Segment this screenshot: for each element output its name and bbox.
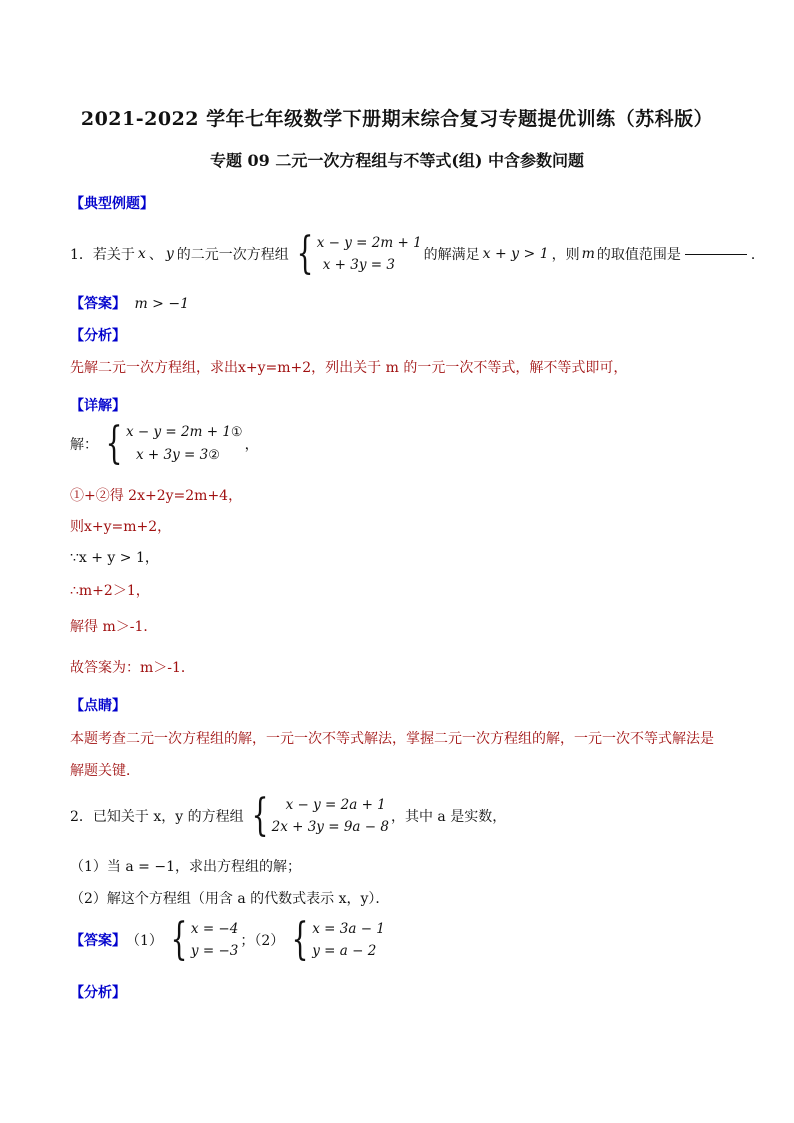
q1-answer-value: m > −1 bbox=[134, 296, 189, 312]
q2-answer-separator: ；（2） bbox=[240, 933, 285, 949]
q1-var-x: x bbox=[137, 246, 146, 262]
q1-mid: 的二元一次方程组 bbox=[176, 247, 289, 263]
q2-ans1-eq1: x = −4 bbox=[190, 921, 239, 937]
q1-step-1: ①+②得 2x+2y=2m+4， bbox=[70, 488, 243, 504]
q2-part-1: （1）当 a = −1，求出方程组的解； bbox=[70, 859, 301, 875]
circled-one-icon: ① bbox=[230, 425, 243, 440]
q1-step-2: 则x+y=m+2， bbox=[70, 519, 172, 535]
q1-answer-blank bbox=[685, 253, 747, 255]
q2-answer-tag: 【答案】 bbox=[70, 933, 126, 949]
q1-solution-system bbox=[100, 418, 243, 469]
q2-answer-1-system bbox=[165, 914, 239, 965]
q1-solution-prefix: 解： bbox=[70, 437, 98, 453]
question-2 bbox=[70, 792, 506, 840]
q1-step-5: 解得 m＞-1． bbox=[70, 619, 158, 635]
q1-analysis-tag: 【分析】 bbox=[70, 328, 126, 344]
circled-two-icon: ② bbox=[208, 448, 220, 463]
q1-step-4: ∴m+2＞1， bbox=[70, 583, 150, 599]
q1-sol-eq1: x − y = 2m + 1 bbox=[126, 424, 231, 440]
q1-var-m: m bbox=[581, 246, 595, 262]
brace-icon: { bbox=[291, 914, 309, 965]
q1-condition: x + y > 1 bbox=[482, 246, 549, 262]
q1-answer-tag: 【答案】 bbox=[70, 296, 126, 312]
q1-eq1: x − y = 2m + 1 bbox=[316, 235, 422, 251]
q1-analysis-text: 先解二元一次方程组，求出x+y=m+2，列出关于 m 的一元一次不等式，解不等式即可， bbox=[70, 360, 628, 376]
q2-ans1-eq2: y = −3 bbox=[190, 943, 239, 959]
q2-part-2: （2）解这个方程组（用含 a 的代数式表示 x，y）． bbox=[70, 891, 390, 907]
brace-icon: { bbox=[296, 228, 314, 279]
q2-ans2-eq2: y = a − 2 bbox=[312, 943, 377, 959]
q2-prefix: 2．已知关于 x，y 的方程组 bbox=[70, 809, 244, 825]
document-title: 2021-2022 学年七年级数学下册期末综合复习专题提优训练（苏科版） bbox=[80, 108, 714, 130]
q2-equation-system bbox=[246, 790, 389, 841]
brace-icon: { bbox=[170, 914, 188, 965]
q1-step-3: ∵x + y > 1， bbox=[70, 550, 159, 566]
q1-end: ． bbox=[750, 247, 765, 263]
q1-sep: 、 bbox=[148, 247, 163, 263]
q1-answer-row bbox=[70, 293, 189, 313]
q1-sol-eq2: x + 3y = 3 bbox=[136, 447, 209, 463]
section-typical-examples: 【典型例题】 bbox=[70, 196, 154, 212]
q1-comment-tag: 【点睛】 bbox=[70, 698, 126, 714]
q1-cond-pre: 的解满足 bbox=[423, 247, 480, 263]
question-1 bbox=[70, 228, 765, 279]
q1-cond-post: ，则 bbox=[551, 247, 580, 263]
q2-ans2-eq1: x = 3a − 1 bbox=[312, 921, 385, 937]
q2-answer-part-1-label: （1） bbox=[126, 933, 163, 949]
q1-comment-line-1: 本题考查二元一次方程组的解，一元一次不等式解法，掌握二元一次方程组的解，一元一次不等式解法是 bbox=[70, 731, 714, 747]
q1-solution-comma: ， bbox=[244, 437, 259, 453]
q1-equation-system bbox=[291, 228, 422, 279]
q1-prefix: 1．若关于 bbox=[70, 247, 135, 263]
q2-eq1: x − y = 2a + 1 bbox=[285, 797, 386, 813]
q2-analysis-tag: 【分析】 bbox=[70, 985, 126, 1001]
q1-var-y: y bbox=[165, 246, 174, 262]
q2-answer-row bbox=[70, 916, 387, 964]
q1-eq2: x + 3y = 3 bbox=[322, 257, 395, 273]
q2-eq2: 2x + 3y = 9a − 8 bbox=[271, 819, 389, 835]
q1-solution-system-row bbox=[70, 420, 259, 468]
q1-comment-line-2: 解题关键． bbox=[70, 763, 140, 779]
document-subtitle: 专题 09 二元一次方程组与不等式(组) 中含参数问题 bbox=[209, 151, 585, 170]
q1-step-6: 故答案为：m＞-1． bbox=[70, 660, 195, 676]
brace-icon: { bbox=[251, 790, 269, 841]
q2-answer-2-system bbox=[286, 914, 385, 965]
q1-detail-tag: 【详解】 bbox=[70, 398, 126, 414]
q2-tail: ，其中 a 是实数， bbox=[390, 809, 507, 825]
brace-icon: { bbox=[105, 418, 123, 469]
q1-tail: 的取值范围是 bbox=[596, 247, 681, 263]
